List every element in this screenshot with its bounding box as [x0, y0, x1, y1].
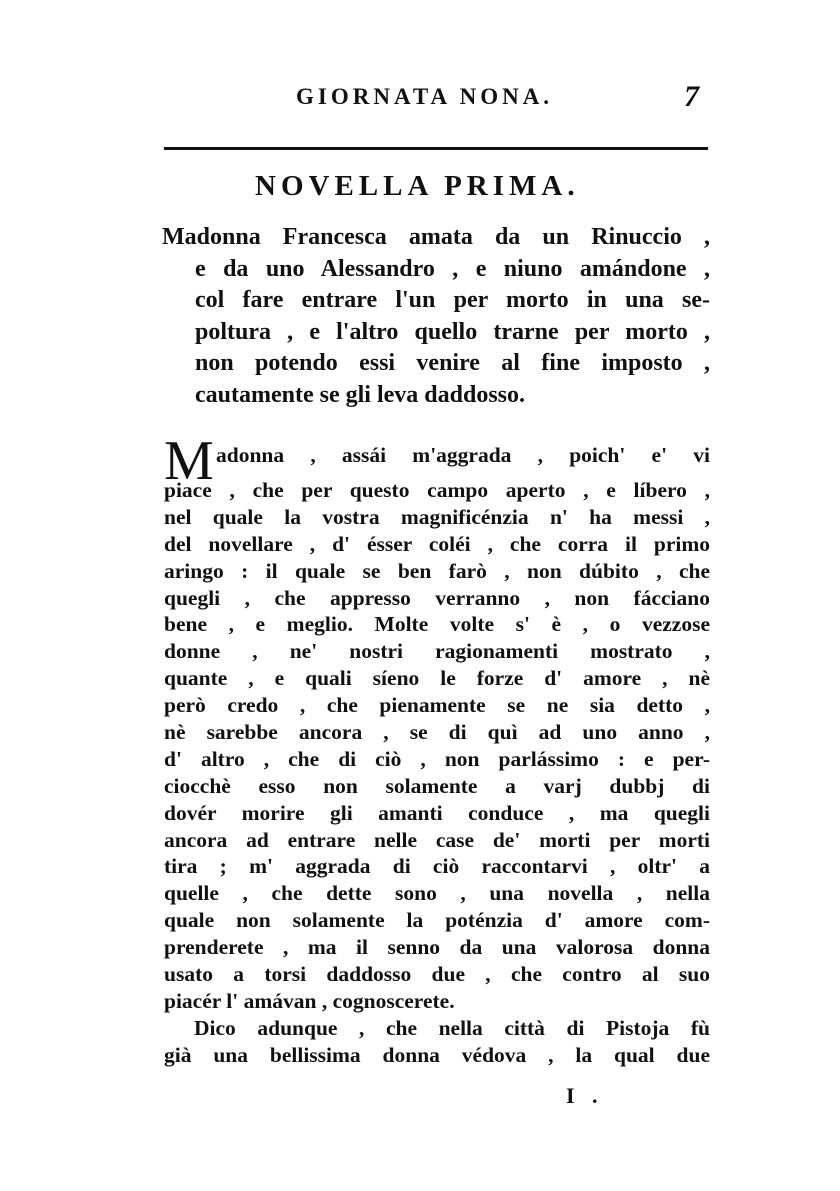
body-line: ancora ad entrare nelle case de' morti per morti: [164, 827, 710, 852]
body-line: Dico adunque , che nella città di Pistoja fù: [194, 1015, 710, 1040]
body-line: d' altro , che di ciò , non parlássimo : e per-: [164, 746, 710, 771]
body-line: quale non solamente la poténzia d' amore com-: [164, 908, 710, 933]
body-line: usato a torsi daddosso due , che contro al suo: [164, 962, 710, 987]
body-line: però credo , che pienamente se ne sia detto ,: [164, 693, 710, 718]
body-line: piacér l' amávan , cognoscerete.: [164, 988, 455, 1013]
novella-body: [164, 430, 710, 1069]
drop-cap: M: [164, 430, 214, 492]
novella-summary: [162, 222, 710, 411]
body-line: tira ; m' aggrada di ciò raccontarvi , oltr' a: [164, 854, 710, 879]
body-line: già una bellissima donna védova , la qual due: [164, 1042, 710, 1067]
body-line: bene , e meglio. Molte volte s' è , o vezzose: [164, 612, 710, 637]
summary-line: Madonna Francesca amata da un Rinuccio ,: [162, 224, 710, 250]
body-line: quelle , che dette sono , una novella , nella: [164, 881, 710, 906]
body-line: piace , che per questo campo aperto , e líbero ,: [164, 478, 710, 502]
summary-line: non potendo essi venire al fine imposto ,: [195, 350, 710, 376]
signature-mark: I .: [566, 1083, 604, 1108]
summary-line: col fare entrare l'un per morto in una se-: [195, 287, 710, 313]
header-rule: [164, 147, 708, 150]
summary-line: cautamente se gli leva daddosso.: [195, 381, 525, 408]
body-line: del novellare , d' ésser coléi , che corra il primo: [164, 531, 710, 556]
body-line: aringo : il quale se ben farò , non dúbito , che: [164, 558, 710, 583]
first-line-text: adonna , assái m'aggrada , poich' e' vi: [216, 443, 710, 467]
summary-line: poltura , e l'altro quello trarne per morto ,: [195, 318, 710, 345]
body-line: donne , ne' nostri ragionamenti mostrato ,: [164, 639, 710, 664]
body-line: dovér morire gli amanti conduce , ma quegli: [164, 800, 710, 825]
body-line: quante , e quali síeno le forze d' amore , nè: [164, 666, 710, 691]
page-number: 7: [684, 80, 699, 113]
novella-title: NOVELLA PRIMA.: [255, 170, 580, 202]
body-line: nel quale la vostra magnificénzia n' ha messi ,: [164, 504, 710, 529]
body-line: quegli , che appresso verranno , non fácciano: [164, 585, 710, 610]
summary-line: e da uno Alessandro , e niuno amándone ,: [195, 255, 710, 282]
body-line: nè sarebbe ancora , se di quì ad uno anno ,: [164, 720, 710, 745]
body-line: ciocchè esso non solamente a varj dubbj di: [164, 773, 710, 798]
running-head: GIORNATA NONA.: [296, 84, 554, 109]
body-line: prenderete , ma il senno da una valorosa donna: [164, 935, 710, 960]
